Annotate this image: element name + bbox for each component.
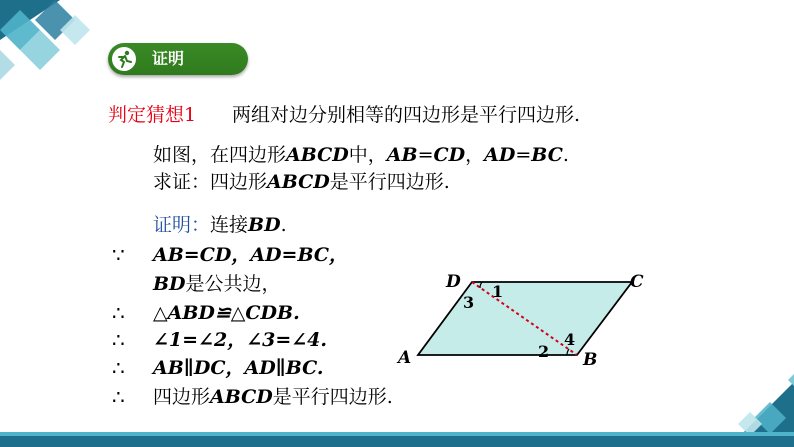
given-text: 中， (348, 144, 387, 166)
parallelogram-shape (418, 282, 632, 355)
badge-label: 证明 (152, 49, 185, 68)
segment: BD (153, 273, 186, 295)
given-line-2 (153, 170, 450, 194)
given-text: 是平行四边形. (329, 171, 450, 193)
therefore-symbol: ∴ (112, 385, 125, 409)
proof-line-4: ∠1=∠2，∠3=∠4. (153, 329, 328, 351)
proof-text: 是平行四边形. (272, 386, 393, 408)
proof-line-5: AB∥DC，AD∥BC. (153, 357, 324, 379)
therefore-symbol: ∴ (112, 301, 125, 325)
section-badge (108, 43, 248, 75)
given-text: . (562, 144, 569, 166)
segment: BD (248, 214, 281, 236)
angle-label-2: 2 (538, 342, 550, 361)
corner-decoration-bottom-right (690, 372, 794, 436)
runner-icon (112, 47, 136, 71)
quad-name: ABCD (286, 144, 349, 166)
parallelogram-figure (390, 265, 660, 375)
segment: AB (386, 144, 418, 166)
proof-label: 证明： (153, 214, 211, 236)
therefore-symbol: ∴ (112, 356, 125, 380)
bottom-bar (0, 436, 794, 447)
statement-prefix: 判定猜想1 (108, 104, 197, 126)
vertex-label-d: D (446, 272, 461, 292)
angle-label-1: 1 (492, 282, 504, 301)
proof-line-1: AB=CD，AD=BC， (153, 244, 348, 266)
vertex-label-a: A (398, 348, 412, 368)
proof-text: 四边形 (153, 386, 211, 408)
proof-line-6 (153, 385, 393, 409)
vertex-label-c: C (630, 272, 644, 292)
therefore-symbol: ∴ (112, 328, 125, 352)
angle-label-3: 3 (463, 293, 475, 312)
quad-name: ABCD (210, 386, 273, 408)
quad-name: ABCD (267, 171, 330, 193)
given-text: = (417, 144, 434, 166)
proof-text: 是公共边， (185, 273, 281, 295)
given-text: 如图，在四边形 (153, 144, 287, 166)
angle-label-4: 4 (564, 330, 576, 349)
proof-header (153, 213, 287, 237)
given-text: ， (465, 144, 485, 166)
segment: CD (433, 144, 466, 166)
corner-decoration-top-left (0, 0, 110, 80)
given-text: = (515, 144, 532, 166)
proof-text: 连接 (210, 214, 249, 236)
given-text: 求证：四边形 (153, 171, 268, 193)
statement-text: 两组对边分别相等的四边形是平行四边形. (232, 104, 581, 126)
proof-line-2 (153, 272, 281, 296)
proof-text: . (280, 214, 287, 236)
given-line-1 (153, 143, 569, 167)
segment: AD (484, 144, 516, 166)
vertex-label-b: B (583, 350, 598, 370)
segment: BC (531, 144, 563, 166)
because-symbol: ∵ (112, 243, 125, 267)
proof-line-3: △ABD≌△CDB. (153, 302, 300, 324)
